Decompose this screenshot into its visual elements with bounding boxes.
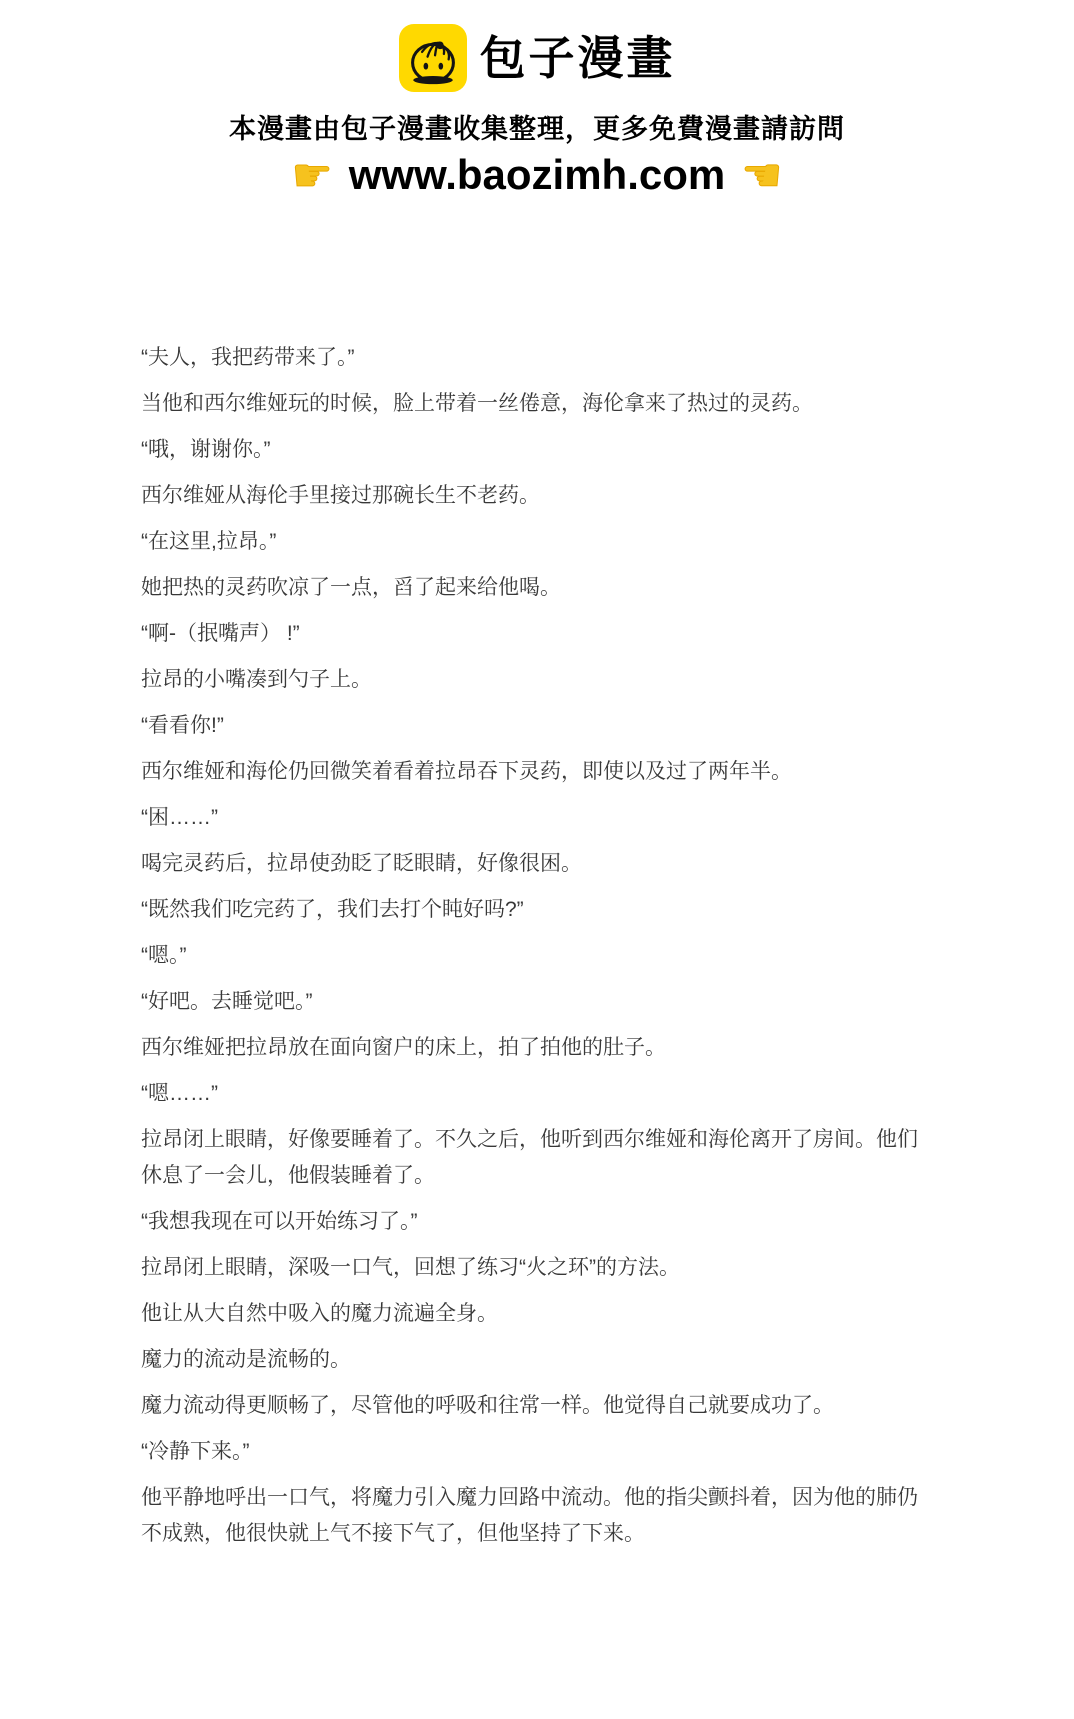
paragraph: “哦，谢谢你。”: [141, 438, 271, 461]
paragraph: “嗯。”: [141, 944, 187, 967]
paragraph: “我想我现在可以开始练习了。”: [141, 1210, 418, 1233]
paragraph: “既然我们吃完药了，我们去打个盹好吗?”: [141, 898, 524, 921]
pointing-hand-right-icon: ☛: [291, 149, 333, 201]
paragraph: 他平静地呼出一口气，将魔力引入魔力回路中流动。他的指尖颤抖着，因为他的肺仍不成熟，他很快就上气不接下气了，但他坚持了下来。: [141, 1486, 918, 1545]
paragraph: 魔力的流动是流畅的。: [141, 1348, 351, 1371]
baozi-bun-icon: [399, 24, 467, 92]
site-url-link[interactable]: www.baozimh.com: [348, 151, 726, 198]
paragraph: “夫人，我把药带来了。”: [141, 346, 355, 369]
paragraph: 拉昂闭上眼睛，好像要睡着了。不久之后，他听到西尔维娅和海伦离开了房间。他们休息了一会儿，他假装睡着了。: [141, 1128, 918, 1187]
paragraph: 西尔维娅从海伦手里接过那碗长生不老药。: [141, 484, 540, 507]
paragraph: 魔力流动得更顺畅了，尽管他的呼吸和往常一样。他觉得自己就要成功了。: [141, 1394, 834, 1417]
pointing-hand-left-icon: ☚: [741, 149, 783, 201]
paragraph: 西尔维娅和海伦仍回微笑着看着拉昂吞下灵药，即使以及过了两年半。: [141, 760, 792, 783]
paragraph: “困……”: [141, 806, 218, 829]
collection-notice: 本漫畫由包子漫畫收集整理，更多免費漫畫請訪問: [229, 114, 845, 144]
paragraph: “啊-（抿嘴声） !”: [141, 622, 300, 645]
paragraph: 喝完灵药后，拉昂使劲眨了眨眼睛，好像很困。: [141, 852, 582, 875]
site-url-row: [0, 151, 1074, 199]
paragraph: “冷静下来。”: [141, 1440, 250, 1463]
paragraph: 拉昂的小嘴凑到勺子上。: [141, 668, 372, 691]
site-header: [0, 0, 1074, 199]
paragraph: 她把热的灵药吹凉了一点，舀了起来给他喝。: [141, 576, 561, 599]
paragraph: “看看你!”: [141, 714, 224, 737]
paragraph: 拉昂闭上眼睛，深吸一口气，回想了练习“火之环”的方法。: [141, 1256, 680, 1279]
paragraph: 当他和西尔维娅玩的时候，脸上带着一丝倦意，海伦拿来了热过的灵药。: [141, 392, 813, 415]
paragraph: “嗯……”: [141, 1082, 218, 1105]
chapter-text: [141, 340, 933, 1552]
paragraph: 西尔维娅把拉昂放在面向窗户的床上，拍了拍他的肚子。: [141, 1036, 666, 1059]
brand: [0, 24, 1074, 92]
paragraph: 他让从大自然中吸入的魔力流遍全身。: [141, 1302, 498, 1325]
paragraph: “在这里,拉昂。”: [141, 530, 277, 553]
brand-name: 包子漫畫: [479, 32, 676, 84]
paragraph: “好吧。去睡觉吧。”: [141, 990, 313, 1013]
